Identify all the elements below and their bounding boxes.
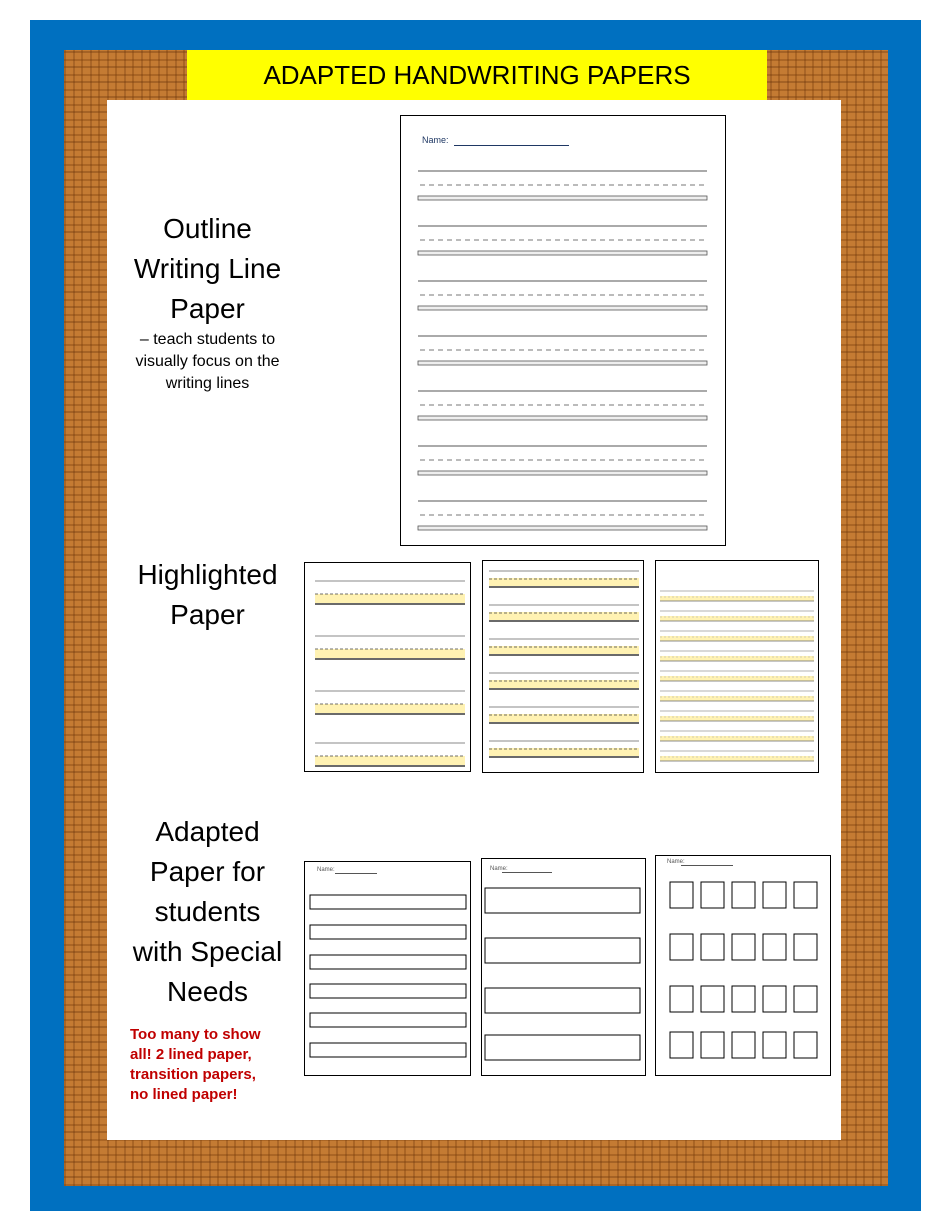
outline-heading: [115, 209, 300, 329]
writing-box: [485, 1035, 640, 1060]
writing-box: [310, 1043, 466, 1057]
adapted-paper-sample-3: [655, 855, 831, 1076]
adapted-grid-3: [656, 856, 831, 1076]
letter-box: [732, 986, 755, 1012]
letter-box: [732, 1032, 755, 1058]
outline-heading-line-1: Outline: [163, 213, 252, 244]
letter-box: [794, 934, 817, 960]
adapted-paper-sample-1: [304, 861, 471, 1076]
adapted-heading-line-2: Paper for: [149, 856, 266, 887]
outlined-base-line: [418, 196, 707, 200]
adapted-note: [130, 1025, 300, 1105]
writing-box: [310, 925, 466, 939]
outlined-base-line: [418, 416, 707, 420]
adapted-note-line-3: transition papers,: [130, 1066, 256, 1083]
outline-name-label: Name:: [422, 135, 449, 145]
outlined-base-line: [418, 251, 707, 255]
letter-box: [701, 986, 724, 1012]
letter-box: [763, 934, 786, 960]
adapted-heading-line-4: with Special: [132, 936, 283, 967]
highlighted-heading-line-1: Highlighted: [137, 559, 278, 590]
writing-box: [485, 888, 640, 913]
adapted-2-name-label: Name:: [490, 866, 508, 872]
highlighted-heading: [115, 555, 300, 635]
highlight-band: [315, 649, 465, 658]
adapted-note-line-1: Too many to show: [130, 1026, 261, 1043]
highlighted-lines-2: [483, 561, 644, 773]
adapted-note-line-2: all! 2 lined paper,: [130, 1046, 252, 1063]
adapted-1-name-label: Name:: [317, 867, 335, 873]
outline-heading-line-2: Writing Line: [133, 253, 282, 284]
adapted-paper-sample-2: [481, 858, 646, 1076]
highlighted-heading-line-2: Paper: [170, 599, 245, 630]
letter-box: [701, 934, 724, 960]
outlined-base-line: [418, 361, 707, 365]
writing-box: [310, 1013, 466, 1027]
letter-box: [763, 1032, 786, 1058]
adapted-heading-line-5: Needs: [167, 976, 248, 1007]
highlight-band: [315, 704, 465, 713]
letter-box: [794, 986, 817, 1012]
letter-box: [701, 1032, 724, 1058]
writing-box: [310, 955, 466, 969]
letter-box: [732, 882, 755, 908]
outline-description-line-2: visually focus on the: [135, 353, 280, 370]
highlight-band: [315, 756, 465, 765]
outline-heading-line-3: Paper: [170, 293, 245, 324]
writing-box: [485, 988, 640, 1013]
writing-box: [310, 895, 466, 909]
letter-box: [732, 934, 755, 960]
outlined-base-line: [418, 306, 707, 310]
highlighted-lines-3: [656, 561, 819, 773]
letter-box: [701, 882, 724, 908]
writing-box: [310, 984, 466, 998]
outline-description: [115, 329, 300, 395]
highlight-band: [315, 594, 465, 603]
letter-box: [670, 1032, 693, 1058]
highlighted-paper-sample-2: [482, 560, 644, 773]
outline-description-line-1: – teach students to: [139, 331, 276, 348]
adapted-heading-line-3: students: [154, 896, 261, 927]
highlighted-paper-sample-3: [655, 560, 819, 773]
letter-box: [794, 882, 817, 908]
adapted-boxes-2: [482, 859, 646, 1076]
highlighted-paper-sample-1: [304, 562, 471, 772]
adapted-heading: [115, 812, 300, 1012]
adapted-note-line-4: no lined paper!: [130, 1086, 238, 1103]
highlighted-lines-1: [305, 563, 471, 772]
letter-box: [670, 934, 693, 960]
outline-writing-lines: [401, 116, 726, 546]
page-title: ADAPTED HANDWRITING PAPERS: [187, 50, 767, 100]
outlined-base-line: [418, 526, 707, 530]
letter-box: [670, 882, 693, 908]
outlined-base-line: [418, 471, 707, 475]
letter-box: [763, 986, 786, 1012]
adapted-heading-line-1: Adapted: [155, 816, 260, 847]
letter-box: [763, 882, 786, 908]
outline-paper-sample: [400, 115, 726, 546]
letter-box: [670, 986, 693, 1012]
writing-box: [485, 938, 640, 963]
letter-box: [794, 1032, 817, 1058]
outline-description-line-3: writing lines: [165, 375, 250, 392]
adapted-3-name-label: Name:: [667, 859, 685, 865]
adapted-boxes-1: [305, 862, 471, 1076]
